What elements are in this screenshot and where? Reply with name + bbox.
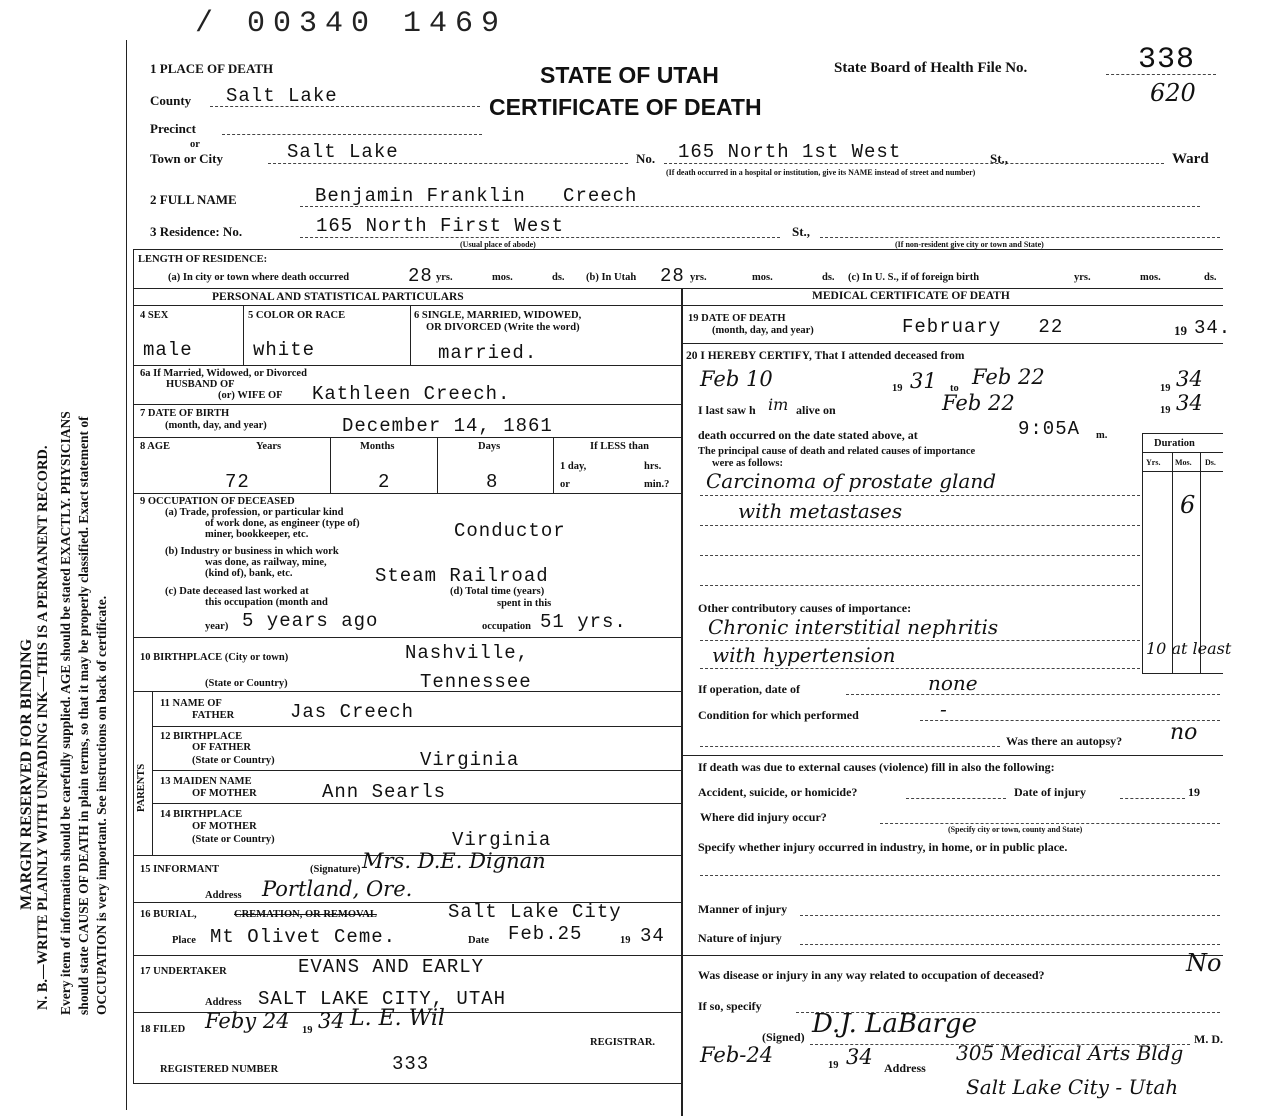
manner-label: Manner of injury [698,902,788,916]
residence-b-mos-label: mos. [752,272,773,283]
street-no-value: 165 North 1st West [678,141,902,163]
injury-year-prefix: 19 [1188,785,1200,799]
residence-b-ds-label: ds. [822,272,835,283]
where-injury-note: (Specify city or town, county and State) [948,825,1083,834]
center-divider [681,288,683,1116]
row-divider-7 [133,437,681,438]
place-of-death-label: 1 PLACE OF DEATH [150,61,274,76]
principal-cause-label-2: were as follows: [712,458,783,469]
age-label: 8 AGE [140,441,171,452]
md-label: M. D. [1194,1032,1223,1046]
death-time-suffix: m. [1096,430,1108,441]
occ-b-line3: (kind of), bank, etc. [205,568,293,579]
manner-rule [800,915,1220,916]
last-worked-value: 5 years ago [242,610,379,632]
nature-rule [800,944,1220,945]
burial-year-prefix: 19 [620,935,631,946]
contributory-duration: 10 at least [1146,639,1232,658]
marital-value: married. [438,342,538,364]
residence-c-label: (c) In U. S., if of foreign birth [848,272,980,283]
spouse-label-1: 6a If Married, Widowed, or Divorced [140,368,307,379]
occ-a-line2: of work done, as engineer (type of) [205,518,360,529]
certify-label: 20 I HEREBY CERTIFY, That I attended deceased from [686,350,965,362]
autopsy-value: no [1170,720,1198,745]
residence-divider [133,249,1223,250]
cause-line-1: Carcinoma of prostate gland [706,469,997,493]
file-no: 338 [1138,43,1196,77]
total-time-value: 51 yrs. [540,611,627,633]
attended-to-prefix: 19 [1160,383,1171,394]
where-injury-label: Where did injury occur? [700,810,827,824]
burial-date-label: Date [468,935,489,946]
duration-yrs-label: Yrs. [1146,458,1161,467]
signature-label: (Signature) [310,864,361,875]
informant-label: 15 INFORMANT [140,864,220,875]
attended-to-label: to [950,383,959,394]
father-bp-label-1: 12 BIRTHPLACE [160,731,243,742]
birthplace-state-value: Tennessee [420,671,532,693]
age-months-value: 2 [378,471,391,493]
full-name-label: 2 FULL NAME [150,192,237,207]
cause-line-1-rule [700,495,1140,496]
operation-value: none [928,671,978,695]
or-min-label: or [560,479,570,490]
age-months-label: Months [360,441,395,452]
spouse-label-2: HUSBAND OF [166,379,235,390]
section-divider [133,288,1223,289]
inner-left-border [133,249,134,1084]
occ-a-line3: miner, bookkeeper, etc. [205,529,309,540]
birthplace-city-value: Nashville, [405,642,530,664]
full-name-line [300,206,1200,207]
margin-instructions-line2: should state CAUSE OF DEATH in plain terms, so that it may be properly classified. Exact statement of [76,416,91,1015]
filed-date: Feby 24 [205,1009,290,1033]
informant-signature: Mrs. D.E. Dignan [362,849,546,873]
father-name-value: Jas Creech [290,701,415,723]
death-occurred-label: death occurred on the date stated above, at [698,428,918,442]
file-no-handwritten: 620 [1150,79,1196,107]
contributory-label: Other contributory causes of importance: [698,601,912,615]
spouse-label-3: (or) WIFE OF [218,390,283,401]
where-injury-rule [880,823,1220,824]
occupation-value: Conductor [454,520,566,542]
physician-signature: D.J. LaBarge [812,1009,977,1039]
occ-d-line2: spent in this [497,598,552,609]
margin-binding-note: MARGIN RESERVED FOR BINDING [18,638,35,910]
section-title-underline [133,305,1223,306]
abode-note: (Usual place of abode) [460,240,536,249]
injury-date-rule [1120,798,1185,799]
st-label: St., [990,151,1009,166]
marital-label-2: OR DIVORCED (Write the word) [426,322,580,333]
duration-header-divider [1142,452,1223,453]
hospital-note: (If death occurred in a hospital or institution, give its NAME instead of street and number) [666,168,976,177]
color-value: white [253,339,316,361]
marital-label-1: 6 SINGLE, MARRIED, WIDOWED, [414,310,582,321]
age-days-value: 8 [486,471,499,493]
residence-c-yrs-label: yrs. [1074,272,1091,283]
duration-label: Duration [1154,438,1195,449]
cause-line-2: with metastases [738,499,903,523]
registered-number: 333 [392,1053,430,1075]
father-bp-label-2: OF FATHER [192,742,252,753]
precinct-line [222,134,482,135]
duration-box-left [1142,433,1143,673]
signed-date: Feb-24 [700,1043,774,1067]
accident-label: Accident, suicide, or homicide? [698,785,858,799]
left-border [126,40,127,1110]
last-saw-label: I last saw h [698,403,756,417]
last-saw-prefix: 19 [1160,405,1171,416]
if-so-label: If so, specify [698,999,762,1013]
town-line [268,163,628,164]
undertaker-name: EVANS AND EARLY [298,956,485,978]
registrar-label: REGISTRAR. [590,1037,656,1048]
duration-box-bottom [1142,673,1223,674]
residence-value: 165 North First West [316,215,565,237]
father-label-1: 11 NAME OF [160,698,222,709]
one-day-label: 1 day, [560,461,587,472]
residence-a-years: 28 [408,265,433,287]
spouse-value: Kathleen Creech. [312,383,511,405]
residence-b-yrs-label: yrs. [690,272,707,283]
residence-line [300,237,780,238]
burial-place-value: Mt Olivet Ceme. [210,926,397,948]
autopsy-label: Was there an autopsy? [1006,734,1123,748]
serial-number: / 00340 1469 [195,7,508,41]
personal-section-title: PERSONAL AND STATISTICAL PARTICULARS [212,291,464,303]
condition-value: - [940,697,947,721]
precinct-label: Precinct [150,121,196,136]
contributory-line-1: Chronic interstitial nephritis [708,615,999,639]
occ-b-line2: was done, as railway, mine, [205,557,327,568]
age-col-divider-3 [553,437,554,493]
residence-a-yrs-label: yrs. [436,272,453,283]
occupation-related-label: Was disease or injury in any way related to occupation of deceased? [698,968,1045,982]
residence-a-label: (a) In city or town where death occurred [168,272,350,283]
residence-a-mos-label: mos. [492,272,513,283]
birthplace-state-label: (State or Country) [205,678,288,689]
dob-label-1: 7 DATE OF BIRTH [140,408,230,419]
contributory-line-1-rule [700,640,1140,641]
dod-year: 34. [1194,317,1232,339]
sex-label: 4 SEX [140,310,169,321]
bottom-left-border [133,1083,681,1084]
contributory-line-2: with hypertension [712,643,896,667]
undertaker-label: 17 UNDERTAKER [140,966,227,977]
residence-st-line [820,237,1220,238]
ward-label: Ward [1172,151,1209,167]
cause-duration-months: 6 [1180,491,1196,519]
occ-b-line1: (b) Industry or business in which work [165,546,339,557]
injury-date-label: Date of injury [1014,785,1086,799]
attended-to-year: 34 [1176,367,1203,391]
margin-permanent-record-note: N. B.—WRITE PLAINLY WITH UNFADING INK—THIS IS A PERMANENT RECORD. [35,445,51,1010]
physician-address-line2: Salt Lake City - Utah [966,1075,1179,1099]
undertaker-address: SALT LAKE CITY, UTAH [258,988,507,1010]
residence-b-years: 28 [660,265,685,287]
file-no-label: State Board of Health File No. [834,60,1028,76]
undertaker-address-label: Address [205,997,242,1008]
cause-line-3-rule [700,555,1140,556]
margin-instructions-line3: OCCUPATION is very important. See instructions on back of certificate. [94,595,109,1015]
signed-year: 34 [846,1045,873,1069]
duration-mos-label: Mos. [1175,458,1192,467]
row-divider-10 [133,691,681,692]
alive-on-label: alive on [796,403,836,417]
county-value: Salt Lake [226,85,338,107]
specify-place-rule [700,875,1220,876]
residence-b-label: (b) In Utah [586,272,637,283]
burial-label: 16 BURIAL, [140,909,197,920]
residence-a-ds-label: ds. [552,272,565,283]
father-label-2: FATHER [192,710,235,721]
title-certificate: CERTIFICATE OF DEATH [489,94,762,120]
death-time: 9:05A [1018,418,1081,440]
duration-box-top [1142,433,1223,434]
last-saw-year: 34 [1176,391,1203,415]
length-of-residence-label: LENGTH OF RESIDENCE: [138,254,268,265]
occ-c-line2: this occupation (month and [205,597,328,608]
occ-c-line3: year) [205,621,229,632]
attended-from-year: 31 [910,369,937,393]
row-divider-11 [152,726,681,727]
cause-line-4-rule [700,585,1140,586]
operation-rule [846,694,1220,695]
medical-divider-19 [681,343,1223,344]
town-label: Town or City [150,151,223,166]
filed-label: 18 FILED [140,1024,186,1035]
external-causes-label: If death was due to external causes (violence) fill in also the following: [698,760,1055,774]
residence-c-mos-label: mos. [1140,272,1161,283]
color-label: 5 COLOR OR RACE [248,310,346,321]
duration-subheader-divider [1142,471,1223,472]
burial-year-value: 34 [640,925,665,947]
registered-number-label: REGISTERED NUMBER [160,1064,279,1075]
burial-city-value: Salt Lake City [448,901,622,923]
hrs-label: hrs. [644,461,662,472]
burial-date-value: Feb.25 [508,923,583,945]
burial-place-label: Place [172,935,196,946]
father-bp-label-3: (State or Country) [192,755,275,766]
age-years-label: Years [256,441,282,452]
residence-st-label: St., [792,224,811,239]
registrar-signature: L. E. Wil [350,1006,445,1031]
row-divider-6a [133,404,681,405]
residence-label: 3 Residence: No. [150,224,243,239]
town-value: Salt Lake [287,141,399,163]
occupation-label: 9 OCCUPATION OF DECEASED [140,496,295,507]
dob-label-2: (month, day, and year) [165,420,267,431]
burial-struck-label: CREMATION, OR REMOVAL [234,909,377,920]
medical-section-title: MEDICAL CERTIFICATE OF DEATH [812,290,1010,302]
sex-value: male [143,339,193,361]
dod-label-2: (month, day, and year) [712,325,814,336]
informant-address-label: Address [205,890,242,901]
row-divider-12 [152,770,681,771]
condition-label: Condition for which performed [698,708,859,722]
father-birthplace-value: Virginia [420,749,520,771]
row-divider-13 [152,803,681,804]
or-label: or [190,139,200,150]
attended-from-prefix: 19 [892,383,903,394]
accident-rule [906,798,1006,799]
occupation-related-value: No [1186,949,1222,977]
physician-address-label: Address [884,1061,926,1075]
county-line [210,106,480,107]
nature-label: Nature of injury [698,931,782,945]
filed-year-prefix: 19 [302,1025,313,1036]
age-years-value: 72 [225,471,250,493]
occ-d-line3: occupation [482,621,532,632]
nonresident-note: (If non-resident give city or town and State) [895,240,1044,249]
mother-bp-label-2: OF MOTHER [192,821,257,832]
color-marital-divider [410,305,411,365]
less-than-label: If LESS than [590,441,649,452]
principal-cause-label-1: The principal cause of death and related causes of importance [698,446,976,457]
dod-month-day: February 22 [902,316,1064,338]
age-days-label: Days [478,441,501,452]
occ-c-line1: (c) Date deceased last worked at [165,586,309,597]
autopsy-lead-rule [700,746,1000,747]
street-no-label: No. [636,151,656,166]
dod-label-1: 19 DATE OF DEATH [688,313,786,324]
mother-birthplace-value: Virginia [452,829,552,851]
last-saw-date: Feb 22 [942,391,1015,415]
signed-year-prefix: 19 [828,1060,839,1071]
last-saw-him: im [768,395,789,414]
row-divider-6 [133,365,681,366]
birthplace-label: 10 BIRTHPLACE (City or town) [140,652,289,663]
informant-address: Portland, Ore. [262,877,413,901]
parents-side-divider [152,691,153,855]
contributory-line-2-rule [700,668,1140,669]
street-line [664,163,1164,164]
sex-color-divider [243,305,244,365]
signed-label: (Signed) [762,1030,805,1044]
residence-c-ds-label: ds. [1204,272,1217,283]
medical-divider-injury [681,955,1223,956]
row-divider-9 [133,637,681,638]
margin-instructions-line1: Every item of information should be carefully supplied. AGE should be stated EXACTLY. PHYSICIANS [58,411,73,1015]
cause-line-2-rule [700,525,1140,526]
physician-address-line1: 305 Medical Arts Bldg [956,1041,1184,1065]
row-divider-8 [133,493,681,494]
file-no-line [1106,74,1216,75]
medical-divider-autopsy [681,755,1223,756]
dob-value: December 14, 1861 [342,415,553,437]
mother-bp-label-3: (State or Country) [192,834,275,845]
parents-side-label: PARENTS [136,763,147,812]
specify-place-label: Specify whether injury occurred in industry, in home, or in public place. [698,840,1068,854]
mother-label-1: 13 MAIDEN NAME [160,776,252,787]
attended-to-date: Feb 22 [972,365,1045,389]
age-col-divider-1 [330,437,331,493]
min-label: min.? [644,479,670,490]
dod-year-prefix: 19 [1174,323,1187,338]
age-col-divider-2 [437,437,438,493]
operation-label: If operation, date of [698,682,800,696]
mother-label-2: OF MOTHER [192,788,257,799]
mother-name-value: Ann Searls [322,781,447,803]
occ-a-line1: (a) Trade, profession, or particular kind [165,507,344,518]
full-name-value: Benjamin Franklin Creech [315,185,638,207]
title-state: STATE OF UTAH [540,62,719,88]
industry-value: Steam Railroad [375,565,549,587]
mother-bp-label-1: 14 BIRTHPLACE [160,809,243,820]
duration-ds-label: Ds. [1205,458,1216,467]
filed-year: 34 [318,1009,345,1033]
occ-d-line1: (d) Total time (years) [450,586,545,597]
attended-from-date: Feb 10 [700,367,773,391]
county-label: County [150,93,192,108]
